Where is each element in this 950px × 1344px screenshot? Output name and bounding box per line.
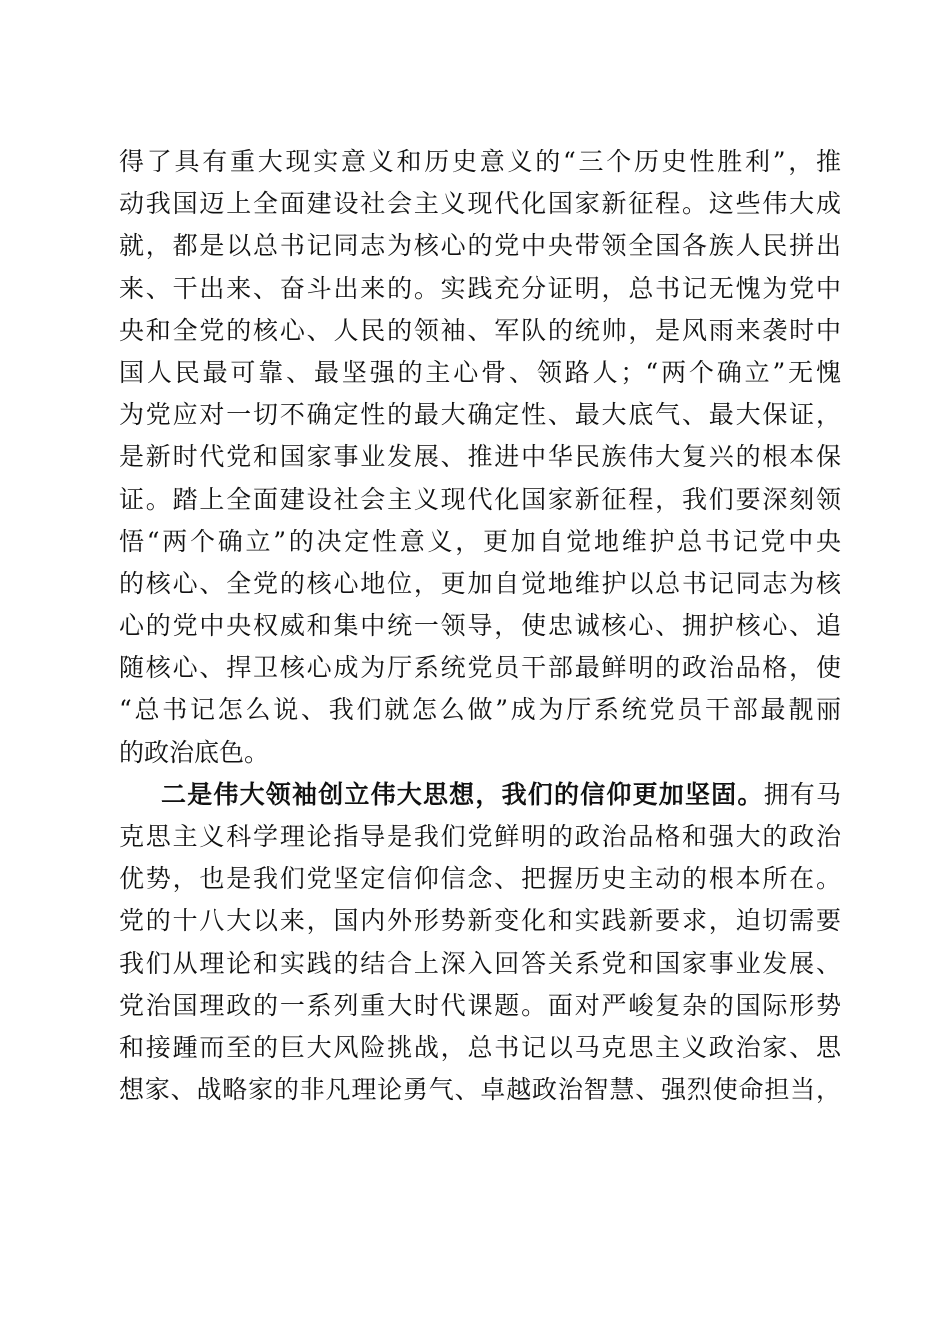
text-line: “总书记怎么说、我们就怎么做”成为厅系统党员干部最靓丽 [119,695,841,725]
paragraph-2 [119,774,841,1112]
text-line: 为党应对一切不确定性的最大确定性、最大底气、最大保证， [119,400,841,430]
text-run: 拥有马 [763,779,841,809]
text-line: 就，都是以总书记同志为核心的党中央带领全国各族人民拼出 [119,231,841,261]
text-line: 想家、战略家的非凡理论勇气、卓越政治智慧、强烈使命担当， [119,1075,841,1105]
text-line: 央和全党的核心、人民的领袖、军队的统帅，是风雨来袭时中 [119,315,841,345]
text-line: 和接踵而至的巨大风险挑战，总书记以马克思主义政治家、思 [119,1032,841,1062]
text-line: 心的党中央权威和集中统一领导，使忠诚核心、拥护核心、追 [119,611,841,641]
text-line: 悟“两个确立”的决定性意义，更加自觉地维护总书记党中央 [119,526,841,556]
paragraph-heading: 二是伟大领袖创立伟大思想，我们的信仰更加坚固。 [161,779,764,809]
text-line: 党治国理政的一系列重大时代课题。面对严峻复杂的国际形势 [119,990,841,1020]
paragraph-1 [119,141,841,774]
text-line: 动我国迈上全面建设社会主义现代化国家新征程。这些伟大成 [119,189,841,219]
text-line: 国人民最可靠、最坚强的主心骨、领路人；“两个确立”无愧 [119,357,841,387]
text-line: 来、干出来、奋斗出来的。实践充分证明，总书记无愧为党中 [119,273,841,303]
text-line: 克思主义科学理论指导是我们党鲜明的政治品格和强大的政治 [119,822,841,851]
text-line: 我们从理论和实践的结合上深入回答关系党和国家事业发展、 [119,948,841,978]
text-line: 证。踏上全面建设社会主义现代化国家新征程，我们要深刻领 [119,484,841,514]
body-text [119,141,841,1111]
paragraph-heading-line [119,774,841,816]
text-line: 党的十八大以来，国内外形势新变化和实践新要求，迫切需要 [119,906,841,936]
text-line: 的政治底色。 [119,737,270,767]
text-line: 得了具有重大现实意义和历史意义的“三个历史性胜利”，推 [119,147,841,176]
text-line: 随核心、捍卫核心成为厅系统党员干部最鲜明的政治品格，使 [119,653,841,683]
text-line: 优势，也是我们党坚定信仰信念、把握历史主动的根本所在。 [119,864,841,894]
text-line: 的核心、全党的核心地位，更加自觉地维护以总书记同志为核 [119,568,841,598]
text-line: 是新时代党和国家事业发展、推进中华民族伟大复兴的根本保 [119,442,841,472]
